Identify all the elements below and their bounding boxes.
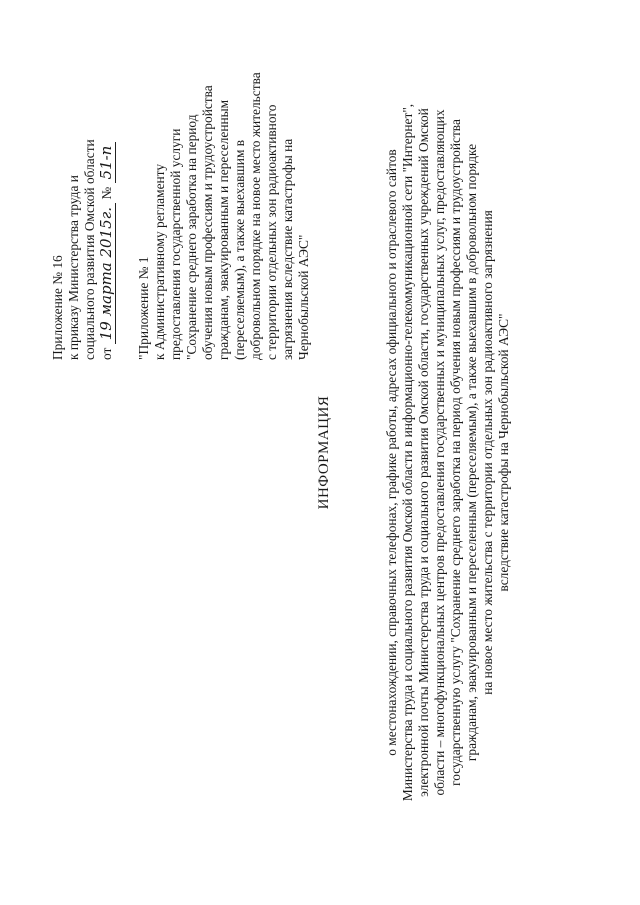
- info-line: вследствие катастрофы на Чернобыльской АЭС": [496, 313, 511, 592]
- handwritten-date: 19 марта 2015г.: [97, 203, 116, 344]
- appendix-1-line: гражданам, эвакуированным и переселенным: [216, 99, 231, 360]
- info-line: электронной почты Министерства труда и социального развития Омской области, государственных учреждений Омской: [416, 108, 431, 797]
- appendix-1-line: с территории отдельных зон радиоактивного: [264, 104, 279, 360]
- appendix-1-line: Чернобыльской АЭС": [296, 234, 311, 360]
- appendix-1-line: к Административному регламенту: [152, 163, 167, 360]
- appendix-1-line: добровольном порядке на новое место жительства: [248, 72, 263, 360]
- appendix-16-order-ref: к приказу Министерства труда и: [66, 175, 81, 360]
- appendix-16-ministry: социального развития Омской области: [82, 139, 97, 360]
- info-line: на новое место жительства с территории отдельных зон радиоактивного загрязнения: [480, 210, 495, 695]
- appendix-1-line: загрязнения вследствие катастрофы на: [280, 138, 295, 360]
- appendix-16-date-line: [98, 142, 115, 360]
- info-line: Министерства труда и социального развития Омской области в информационно-телекоммуникационной сети "Интернет",: [400, 103, 415, 802]
- appendix-1-line: обучения новым профессиям и трудоустройства: [200, 85, 215, 360]
- appendix-1-line: "Приложение № 1: [136, 256, 151, 360]
- number-prefix: №: [99, 186, 114, 200]
- info-heading: ИНФОРМАЦИЯ: [316, 395, 332, 510]
- appendix-1-line: (переселяемым), а также выехавшим в: [232, 139, 247, 360]
- appendix-16-title: Приложение № 16: [50, 255, 65, 360]
- info-line: области – многофункциональных центров предоставления государственных и муниципальных услуг, предоставляющих: [432, 109, 447, 796]
- info-line: гражданам, эвакуированным и переселенным (переселяемым), а также выехавшим в добровольном порядке: [464, 143, 479, 762]
- info-line: о местонахождении, справочных телефонах, графике работы, адресах официального и отраслевого сайтов: [384, 149, 399, 756]
- date-prefix: от: [99, 347, 114, 360]
- appendix-1-line: "Сохранение среднего заработка на период: [184, 114, 199, 360]
- handwritten-number: 51-п: [97, 142, 116, 184]
- info-line: государственную услугу "Сохранение среднего заработка на период обучения новым профессиям и трудоустройства: [448, 119, 463, 786]
- appendix-1-line: предоставления государственной услуги: [168, 128, 183, 360]
